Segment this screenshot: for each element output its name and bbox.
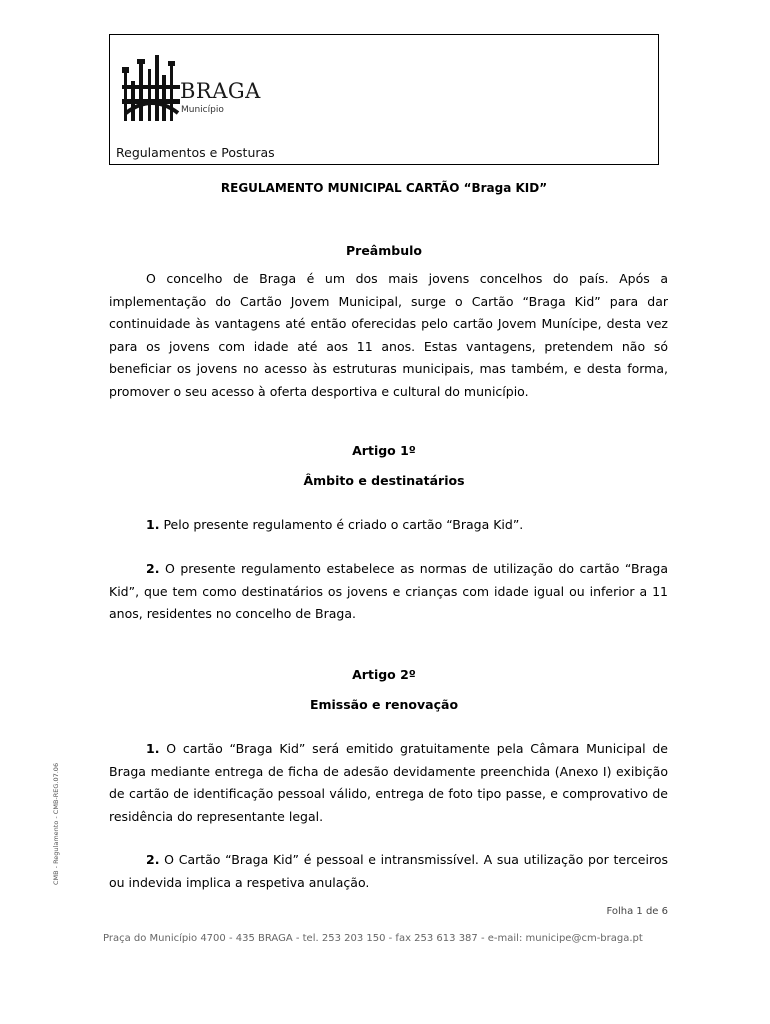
logo-text: BRAGA bbox=[180, 79, 261, 103]
item-text: O cartão “Braga Kid” será emitido gratuitamente pela Câmara Municipal de Braga mediante entrega de ficha de adesão devidamente preenchida (Anexo I) exibição de cartão de identificação pessoal válido, entrega de foto tipo passe, e comprovativo de residência do representante legal. bbox=[109, 741, 668, 824]
side-reference: CMB - Regulamento - CMB-REG.07.06 bbox=[52, 762, 60, 885]
item-text: O presente regulamento estabelece as normas de utilização do cartão “Braga Kid”, que tem como destinatários os jovens e crianças com idade igual ou inferior a 11 anos, residentes no concelho de Braga. bbox=[109, 561, 668, 621]
article2-subheading: Emissão e renovação bbox=[309, 697, 459, 712]
preamble-text: O concelho de Braga é um dos mais jovens concelhos do país. Após a implementação do Cartão Jovem Municipal, surge o Cartão “Braga Kid” para dar continuidade às vantagens até então oferecidas pelo cartão Jovem Munícipe, desta vez para os jovens com idade até aos 11 anos. Estas vantagens, pretendem não só beneficiar os jovens no acesso às estruturas municipais, mas também, e desta forma, promover o seu acesso à oferta desportiva e cultural do município. bbox=[109, 271, 668, 399]
item-text: O Cartão “Braga Kid” é pessoal e intransmissível. A sua utilização por terceiros ou indevida implica a respetiva anulação. bbox=[109, 852, 668, 890]
item-number: 1. bbox=[146, 741, 160, 756]
item-text: Pelo presente regulamento é criado o cartão “Braga Kid”. bbox=[163, 517, 524, 532]
article1-item-1 bbox=[109, 514, 668, 537]
logo-subtext: Município bbox=[181, 105, 224, 115]
item-number: 2. bbox=[146, 852, 160, 867]
article1-heading: Artigo 1º bbox=[352, 443, 416, 458]
article2-heading: Artigo 2º bbox=[352, 667, 416, 682]
article1-subheading: Âmbito e destinatários bbox=[303, 473, 465, 488]
page-number: Folha 1 de 6 bbox=[606, 906, 668, 917]
item-number: 2. bbox=[146, 561, 160, 576]
article2-item-2 bbox=[109, 849, 668, 894]
article2-item-1 bbox=[109, 738, 668, 828]
article1-item-2 bbox=[109, 558, 668, 626]
footer-address: Praça do Município 4700 - 435 BRAGA - tel. 253 203 150 - fax 253 613 387 - e-mail: municipe@cm-braga.pt bbox=[103, 933, 643, 944]
item-number: 1. bbox=[146, 517, 160, 532]
document-title: REGULAMENTO MUNICIPAL CARTÃO “Braga KID” bbox=[220, 181, 548, 195]
section-label: Regulamentos e Posturas bbox=[116, 145, 275, 160]
header-box bbox=[109, 34, 659, 165]
preamble-heading: Preâmbulo bbox=[346, 243, 422, 258]
